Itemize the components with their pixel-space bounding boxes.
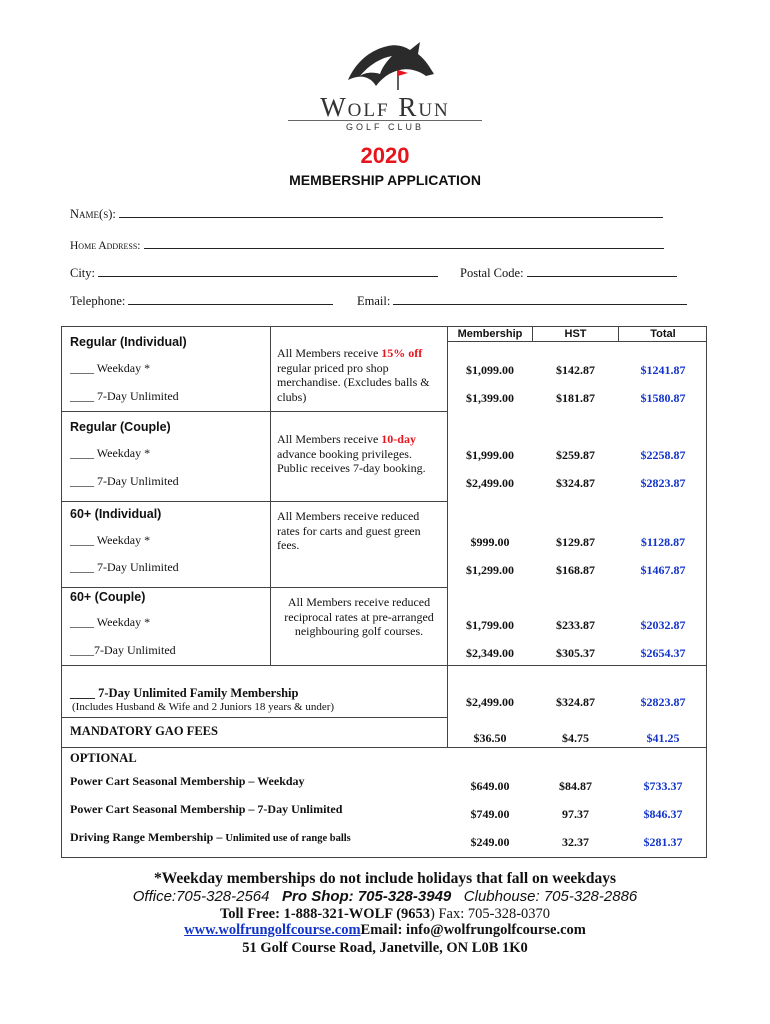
senior-couple-weekday[interactable]: ____ Weekday *	[70, 615, 151, 629]
price-hst: $324.87	[556, 695, 595, 709]
senior-couple-note: All Members receive reduced reciprocal rates at pre-arranged neighbouring golf courses.	[284, 595, 434, 638]
senior-couple-unlimited[interactable]: ____7-Day Unlimited	[70, 643, 176, 657]
regular-individual-unlimited[interactable]: ____ 7-Day Unlimited	[70, 389, 179, 403]
price-total: $41.25	[646, 731, 680, 745]
email-input[interactable]	[393, 293, 687, 305]
telephone-label: Telephone:	[70, 294, 126, 308]
membership-table	[61, 326, 707, 858]
phone-numbers	[0, 888, 770, 905]
price-total: $2654.37	[640, 646, 686, 660]
header-total: Total	[650, 328, 676, 340]
price-membership: $1,999.00	[466, 448, 514, 462]
price-hst: 97.37	[562, 807, 589, 821]
price-membership: $2,349.00	[466, 646, 514, 660]
price-membership: $999.00	[470, 535, 510, 549]
senior-individual-note: All Members receive reduced rates for carts and guest green fees.	[277, 509, 421, 552]
year-title: 2020	[360, 143, 410, 168]
price-membership: $1,799.00	[466, 618, 514, 632]
web-contact	[0, 922, 770, 939]
regular-couple-note: All Members receive 10-day advance booking privileges. Public receives 7-day booking.	[277, 432, 426, 475]
regular-individual-note: All Members receive 15% off regular priced pro shop merchandise. (Excludes balls & clubs)	[277, 346, 430, 404]
postal-label: Postal Code:	[460, 266, 524, 280]
price-membership: $249.00	[470, 835, 510, 849]
regular-couple-weekday[interactable]: ____ Weekday *	[70, 446, 151, 460]
proshop-phone: Pro Shop: 705-328-3949	[282, 888, 452, 905]
price-total: $2823.87	[640, 695, 686, 709]
names-field[interactable]	[70, 206, 663, 222]
price-membership: $1,299.00	[466, 563, 514, 577]
price-hst: 32.37	[562, 835, 589, 849]
price-membership: $2,499.00	[466, 695, 514, 709]
tollfree-fax	[0, 906, 770, 923]
price-total: $846.37	[643, 807, 683, 821]
city-label: City:	[70, 266, 96, 280]
price-hst: $181.87	[556, 391, 595, 405]
city-input[interactable]	[98, 265, 438, 277]
logo-name: Wolf Run	[320, 92, 450, 122]
price-total: $2823.87	[640, 476, 686, 490]
family-membership-note: (Includes Husband & Wife and 2 Juniors 18 years & under)	[72, 701, 335, 713]
email-address: Email: info@wolfrungolfcourse.com	[360, 922, 586, 938]
price-membership: $2,499.00	[466, 476, 514, 490]
optional-title: OPTIONAL	[70, 751, 137, 765]
price-membership: $1,399.00	[466, 391, 514, 405]
weekday-disclaimer: *Weekday memberships do not include holidays that fall on weekdays	[153, 870, 617, 887]
price-total: $733.37	[643, 779, 683, 793]
website-link[interactable]: www.wolfrungolfcourse.com	[184, 922, 361, 938]
city-field[interactable]	[70, 265, 438, 281]
telephone-field[interactable]	[70, 293, 333, 309]
club-logo	[0, 40, 770, 132]
postal-input[interactable]	[527, 265, 677, 277]
gao-fees-title: MANDATORY GAO FEES	[70, 724, 218, 738]
price-hst: $233.87	[556, 618, 595, 632]
price-total: $1128.87	[640, 535, 686, 549]
cart-unlimited-label[interactable]: Power Cart Seasonal Membership – 7-Day Unlimited	[70, 802, 343, 816]
tollfree-number: Toll Free: 1-888-321-WOLF (9653	[219, 906, 431, 922]
family-membership-title[interactable]: ____ 7-Day Unlimited Family Membership	[70, 686, 299, 700]
price-hst: $84.87	[559, 779, 592, 793]
clubhouse-phone: Clubhouse: 705-328-2886	[463, 888, 638, 905]
price-total: $2032.87	[640, 618, 686, 632]
fax-number: ) Fax: 705-328-0370	[430, 906, 551, 922]
names-label: Name(s):	[70, 207, 116, 221]
page-title: MEMBERSHIP APPLICATION	[289, 172, 481, 188]
header-membership: Membership	[457, 328, 523, 340]
regular-couple-unlimited[interactable]: ____ 7-Day Unlimited	[70, 474, 179, 488]
price-hst: $168.87	[556, 563, 595, 577]
logo-divider	[288, 120, 482, 121]
price-hst: $305.37	[556, 646, 595, 660]
email-field[interactable]	[357, 293, 687, 309]
club-address: 51 Golf Course Road, Janetville, ON L0B 1K0	[242, 940, 528, 956]
office-phone: Office:705-328-2564	[132, 888, 270, 905]
price-hst: $4.75	[562, 731, 589, 745]
wolf-head-icon	[330, 40, 440, 92]
senior-individual-title: 60+ (Individual)	[70, 507, 162, 521]
price-membership: $649.00	[470, 779, 510, 793]
address-label: Home Address:	[70, 240, 141, 252]
telephone-input[interactable]	[128, 293, 333, 305]
price-hst: $324.87	[556, 476, 595, 490]
address-field[interactable]	[70, 237, 664, 252]
header-hst: HST	[564, 328, 587, 340]
cart-weekday-label[interactable]: Power Cart Seasonal Membership – Weekday	[70, 774, 305, 788]
senior-couple-title: 60+ (Couple)	[70, 590, 146, 604]
senior-individual-unlimited[interactable]: ____ 7-Day Unlimited	[70, 560, 179, 574]
price-membership: $749.00	[470, 807, 510, 821]
names-input[interactable]	[119, 206, 663, 218]
price-membership: $1,099.00	[466, 363, 514, 377]
price-total: $2258.87	[640, 448, 686, 462]
price-total: $1241.87	[640, 363, 686, 377]
regular-couple-title: Regular (Couple)	[70, 420, 171, 434]
price-total: $1467.87	[640, 563, 686, 577]
address-input[interactable]	[144, 237, 664, 249]
price-hst: $259.87	[556, 448, 595, 462]
price-membership: $36.50	[473, 731, 507, 745]
email-label: Email:	[357, 294, 391, 308]
regular-individual-weekday[interactable]: ____ Weekday *	[70, 361, 151, 375]
regular-individual-title: Regular (Individual)	[70, 335, 187, 349]
price-hst: $129.87	[556, 535, 595, 549]
price-hst: $142.87	[556, 363, 595, 377]
logo-subtitle: GOLF CLUB	[345, 122, 424, 132]
price-total: $281.37	[643, 835, 683, 849]
driving-range-label[interactable]: Driving Range Membership – Unlimited use of range balls	[70, 830, 351, 844]
price-total: $1580.87	[640, 391, 686, 405]
postal-field[interactable]	[460, 265, 677, 281]
senior-individual-weekday[interactable]: ____ Weekday *	[70, 533, 151, 547]
